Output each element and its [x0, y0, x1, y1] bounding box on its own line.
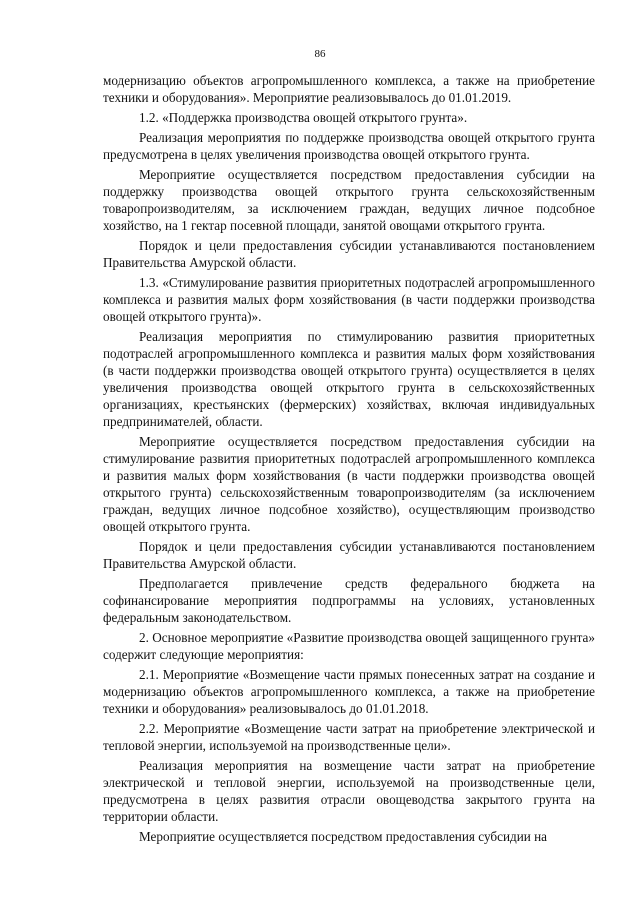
paragraph: модернизацию объектов агропромышленного комплекса, а также на приобретение техники и оборудования». Мероприятие реализовывалось до 01.01.2019.	[103, 73, 595, 105]
paragraph: Реализация мероприятия на возмещение части затрат на приобретение электрической и тепловой энергии, используемой на производственные цели, предусмотрена в целях развития отрасли овощеводства закрытого грунта на территории области.	[103, 758, 595, 824]
paragraph: Мероприятие осуществляется посредством предоставления субсидии на	[139, 829, 548, 844]
paragraph: 2.1. Мероприятие «Возмещение части прямых понесенных затрат на создание и модернизацию объектов агропромышленного комплекса, а также на приобретение техники и оборудования» реализовывалось до 01.01.2018.	[103, 667, 595, 716]
paragraph: Реализация мероприятия по стимулированию развития приоритетных подотраслей агропромышленного комплекса и развития малых форм хозяйствования (в части поддержки производства овощей открытого грунта) осуществляется в целях увеличения производства овощей открытого грунта в сельскохозяйственных организациях, крестьянских (фермерских) хозяйствах, включая индивидуальных предпринимателей, области.	[103, 329, 595, 429]
section-heading: 2. Основное мероприятие «Развитие производства овощей защищенного грунта» содержит следующие мероприятия:	[103, 630, 595, 662]
section-heading: 1.2. «Поддержка производства овощей открытого грунта».	[139, 110, 468, 125]
page-number: 86	[314, 48, 326, 60]
section-heading: 1.3. «Стимулирование развития приоритетных подотраслей агропромышленного комплекса и развития малых форм хозяйствования (в части поддержки производства овощей открытого грунта)».	[103, 275, 595, 324]
paragraph: Реализация мероприятия по поддержке производства овощей открытого грунта предусмотрена в целях увеличения производства овощей открытого грунта.	[103, 130, 595, 162]
paragraph: Порядок и цели предоставления субсидии устанавливаются постановлением Правительства Амурской области.	[103, 539, 595, 571]
paragraph: Предполагается привлечение средств федерального бюджета на софинансирование мероприятия подпрограммы на условиях, установленных федеральным законодательством.	[103, 576, 595, 625]
paragraph: 2.2. Мероприятие «Возмещение части затрат на приобретение электрической и тепловой энергии, используемой на производственные цели».	[103, 721, 595, 753]
paragraph: Мероприятие осуществляется посредством предоставления субсидии на поддержку производства овощей открытого грунта сельскохозяйственным товаропроизводителям, за исключением граждан, ведущих личное подсобное хозяйство, на 1 гектар посевной площади, занятой овощами открытого грунта.	[103, 167, 595, 233]
paragraph: Порядок и цели предоставления субсидии устанавливаются постановлением Правительства Амурской области.	[103, 238, 595, 270]
paragraph: Мероприятие осуществляется посредством предоставления субсидии на стимулирование развития приоритетных подотраслей агропромышленного комплекса и развития малых форм хозяйствования (в части поддержки производства овощей открытого грунта) сельскохозяйственным товаропроизводителям (за исключением граждан, ведущих личное подсобное хозяйство), осуществляющим производство овощей открытого грунта.	[103, 434, 595, 534]
document-body	[103, 72, 595, 848]
